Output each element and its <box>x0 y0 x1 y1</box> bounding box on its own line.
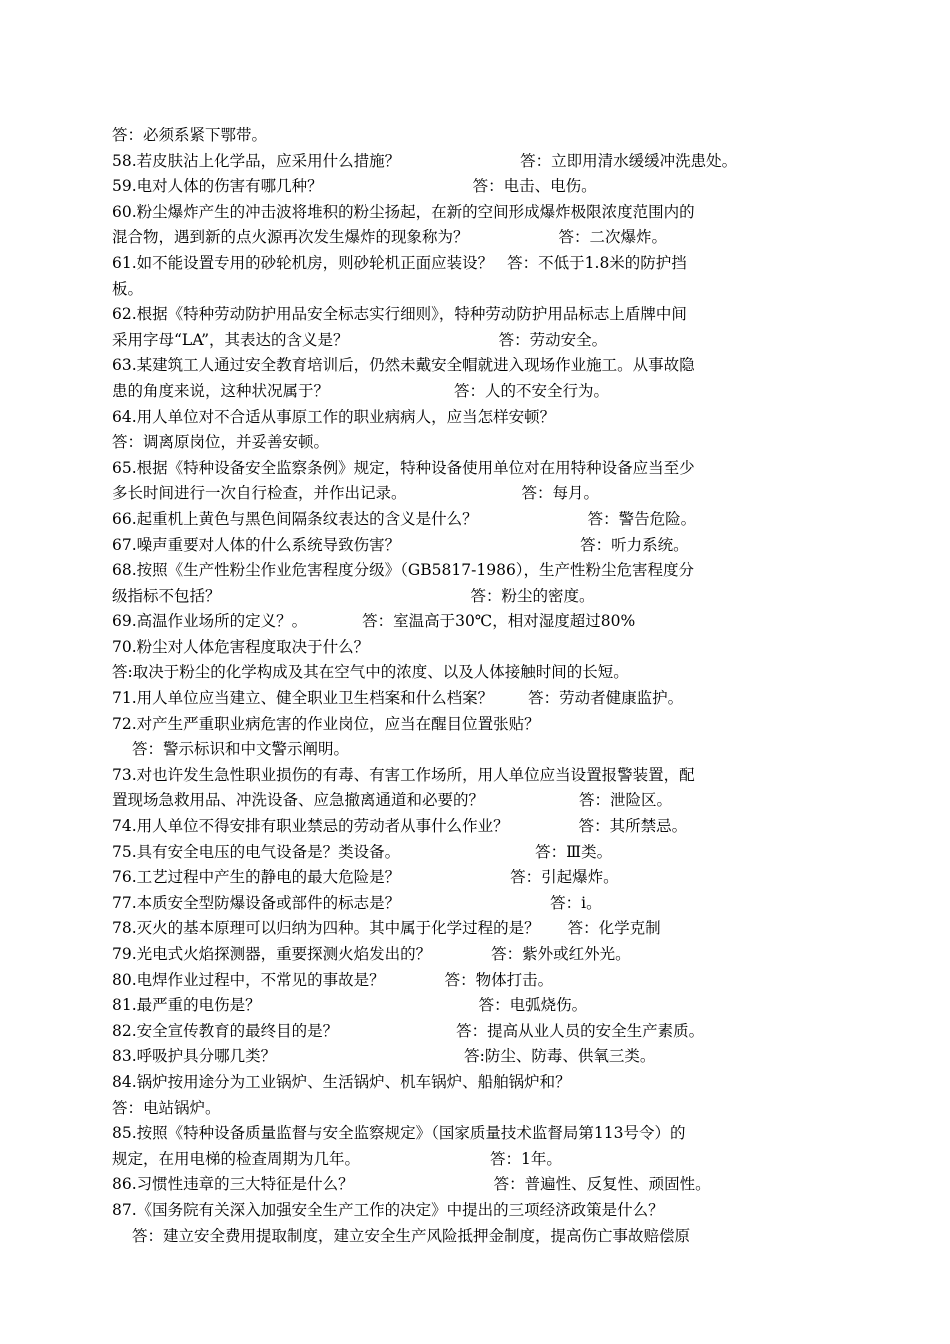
question-text: 82.安全宣传教育的最终目的是？ <box>112 1021 339 1040</box>
line-text: 板。 <box>112 279 144 298</box>
line-text: 63.某建筑工人通过安全教育培训后，仍然未戴安全帽就进入现场作业施工。从事故隐 <box>112 356 695 375</box>
answer-text: 答：紫外或红外光。 <box>491 945 631 963</box>
text-line <box>112 430 834 456</box>
text-line <box>112 558 834 584</box>
answer-text: 答：二次爆炸。 <box>558 228 668 247</box>
answer-text: 答：泄险区。 <box>579 791 673 810</box>
text-line <box>112 1147 834 1173</box>
question-text: 80.电焊作业过程中，不常见的事故是？ <box>112 970 385 989</box>
line-text: 73.对也许发生急性职业损伤的有毒、有害工作场所，用人单位应当设置报警装置，配 <box>112 765 695 784</box>
text-line <box>112 328 834 354</box>
question-text: 采用字母“LA”，其表达的含义是？ <box>112 330 349 349</box>
answer-text: 答:防尘、防毒、供氧三类。 <box>464 1047 656 1066</box>
text-line <box>112 891 834 917</box>
question-text: 75.具有安全电压的电气设备是？类设备。 <box>112 842 401 861</box>
text-line <box>112 763 834 789</box>
answer-text: 答：i。 <box>550 893 602 912</box>
text-line <box>112 993 834 1019</box>
question-text: 混合物，遇到新的点火源再次发生爆炸的现象称为？ <box>112 228 469 247</box>
text-line <box>112 123 834 149</box>
question-text: 级指标不包括？ <box>112 586 221 605</box>
answer-text: 答：提高从业人员的安全生产素质。 <box>456 1021 705 1040</box>
answer-text: 答：引起爆炸。 <box>510 868 619 887</box>
line-text: 85.按照《特种设备质量监督与安全监察规定》（国家质量技术监督局第113号令）的 <box>112 1124 686 1143</box>
line-text: 答：建立安全费用提取制度，建立安全生产风险抵押金制度，提高伤亡事故赔偿原 <box>132 1226 691 1245</box>
question-text: 67.噪声重要对人体的什么系统导致伤害？ <box>112 535 401 554</box>
text-line <box>112 1070 834 1096</box>
question-text: 76.工艺过程中产生的静电的最大危险是？ <box>112 868 401 887</box>
text-line <box>112 379 834 405</box>
question-text: 77.本质安全型防爆设备或部件的标志是？ <box>112 893 401 912</box>
text-line <box>112 788 834 814</box>
text-line <box>112 584 834 610</box>
text-line <box>112 712 834 738</box>
answer-text: 答：普遍性、反复性、顽固性。 <box>493 1175 711 1194</box>
answer-text: 答：劳动安全。 <box>498 330 608 349</box>
text-line <box>112 660 834 686</box>
text-line <box>112 814 834 840</box>
question-text: 58.若皮肤沾上化学品，应采用什么措施？ <box>112 151 401 170</box>
line-text: 答：调离原岗位，并妥善安顿。 <box>112 433 330 452</box>
question-text: 78.灭火的基本原理可以归纳为四种。其中属于化学过程的是？ <box>112 919 540 938</box>
question-text: 66.起重机上黄色与黑色间隔条纹表达的含义是什么？ <box>112 509 478 528</box>
answer-text: 答：电击、电伤。 <box>472 177 597 196</box>
text-line <box>112 686 834 712</box>
answer-text: 答：人的不安全行为。 <box>454 381 610 400</box>
text-line <box>112 916 834 942</box>
question-text: 59.电对人体的伤害有哪几种？ <box>112 177 323 196</box>
question-text: 置现场急救用品、冲洗设备、应急撤离通道和必要的？ <box>112 791 485 810</box>
question-text: 多长时间进行一次自行检查，并作出记录。 <box>112 484 407 503</box>
text-line <box>112 1198 834 1224</box>
line-text: 答：警示标识和中文警示阐明。 <box>132 740 350 759</box>
text-line <box>112 865 834 891</box>
question-text: 71.用人单位应当建立、健全职业卫生档案和什么档案？ <box>112 689 494 708</box>
answer-text: 答：立即用清水缓缓冲洗患处。 <box>520 151 738 170</box>
answer-text: 答：其所禁忌。 <box>578 817 688 836</box>
text-line <box>112 737 834 763</box>
text-line <box>112 149 834 175</box>
answer-text: 答：电弧烧伤。 <box>478 996 588 1015</box>
text-line <box>112 1044 834 1070</box>
question-text: 患的角度来说，这种状况属于？ <box>112 381 330 400</box>
question-text: 规定，在用电梯的检查周期为几年。 <box>112 1149 361 1168</box>
text-line <box>112 251 834 277</box>
answer-text: 答：室温高于30℃，相对湿度超过80% <box>362 612 636 631</box>
answer-text: 答：化学克制 <box>567 919 661 938</box>
text-line <box>112 968 834 994</box>
text-line <box>112 405 834 431</box>
question-text: 79.光电式火焰探测器，重要探测火焰发出的？ <box>112 945 432 963</box>
answer-text: 答：Ⅲ类。 <box>535 842 613 861</box>
line-text: 答：必须系紧下鄂带。 <box>112 126 268 144</box>
answer-text: 答：听力系统。 <box>580 535 689 554</box>
text-line <box>112 1121 834 1147</box>
text-line <box>112 1224 834 1250</box>
line-text: 68.按照《生产性粉尘作业危害程度分级》（GB5817-1986），生产性粉尘危害程度分 <box>112 561 695 580</box>
text-line <box>112 1096 834 1122</box>
line-text: 答:取决于粉尘的化学构成及其在空气中的浓度、以及人体接触时间的长短。 <box>112 663 629 682</box>
text-line <box>112 609 834 635</box>
text-line <box>112 533 834 559</box>
question-text: 81.最严重的电伤是？ <box>112 996 261 1015</box>
answer-text: 答：每月。 <box>521 484 600 503</box>
text-line <box>112 635 834 661</box>
qa-text-block <box>112 123 834 1249</box>
line-text: 60.粉尘爆炸产生的冲击波将堆积的粉尘扬起，在新的空间形成爆炸极限浓度范围内的 <box>112 202 695 221</box>
answer-text: 答：劳动者健康监护。 <box>528 689 684 708</box>
question-text: 86.习惯性违章的三大特征是什么？ <box>112 1175 354 1194</box>
answer-text: 答：1年。 <box>490 1149 562 1168</box>
question-text: 83.呼吸护具分哪几类？ <box>112 1047 277 1066</box>
line-text: 64.用人单位对不合适从事原工作的职业病病人，应当怎样安顿？ <box>112 407 556 426</box>
line-text: 84.锅炉按用途分为工业锅炉、生活锅炉、机车锅炉、船舶锅炉和？ <box>112 1072 571 1091</box>
text-line <box>112 1019 834 1045</box>
question-text: 69.高温作业场所的定义？。 <box>112 612 308 631</box>
answer-text: 答：警告危险。 <box>587 509 697 528</box>
text-line <box>112 507 834 533</box>
text-line <box>112 481 834 507</box>
text-line <box>112 456 834 482</box>
text-line <box>112 200 834 226</box>
question-text: 74.用人单位不得安排有职业禁忌的劳动者从事什么作业？ <box>112 817 509 836</box>
text-line <box>112 225 834 251</box>
text-line <box>112 1172 834 1198</box>
text-line <box>112 942 834 968</box>
line-text: 65.根据《特种设备安全监察条例》规定，特种设备使用单位对在用特种设备应当至少 <box>112 458 695 477</box>
answer-text: 答：不低于1.8米的防护挡 <box>507 253 687 272</box>
text-line <box>112 174 834 200</box>
line-text: 87.《国务院有关深入加强安全生产工作的决定》中提出的三项经济政策是什么？ <box>112 1200 664 1219</box>
question-text: 61.如不能设置专用的砂轮机房，则砂轮机正面应装设？ <box>112 253 494 272</box>
line-text: 70.粉尘对人体危害程度取决于什么？ <box>112 637 370 656</box>
line-text: 72.对产生严重职业病危害的作业岗位，应当在醒目位置张贴？ <box>112 714 540 733</box>
line-text: 答：电站锅炉。 <box>112 1098 221 1117</box>
text-line <box>112 277 834 303</box>
text-line <box>112 353 834 379</box>
line-text: 62.根据《特种劳动防护用品安全标志实行细则》，特种劳动防护用品标志上盾牌中间 <box>112 305 687 324</box>
answer-text: 答：粉尘的密度。 <box>470 586 595 605</box>
text-line <box>112 302 834 328</box>
answer-text: 答：物体打击。 <box>444 970 554 989</box>
text-line <box>112 840 834 866</box>
